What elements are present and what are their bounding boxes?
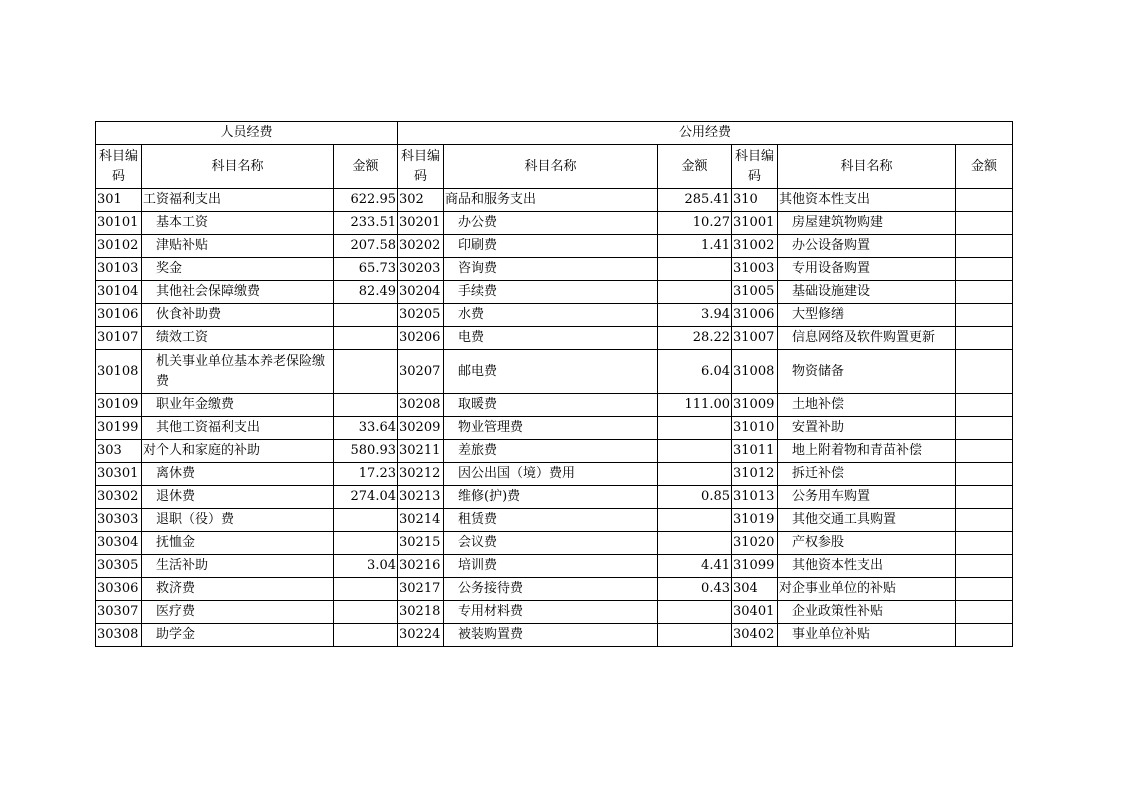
amount-cell: 4.41 xyxy=(658,555,732,578)
name-cell: 电费 xyxy=(444,327,658,350)
amount-cell: 207.58 xyxy=(334,235,398,258)
amount-cell: 622.95 xyxy=(334,189,398,212)
code-cell: 30204 xyxy=(398,281,444,304)
code-cell: 31008 xyxy=(732,350,778,394)
amount-cell xyxy=(956,532,1013,555)
amount-cell xyxy=(956,235,1013,258)
amount-cell xyxy=(658,281,732,304)
name-cell: 事业单位补贴 xyxy=(778,624,956,647)
amount-cell xyxy=(658,601,732,624)
code-cell: 30307 xyxy=(96,601,142,624)
code-cell: 31009 xyxy=(732,394,778,417)
code-cell: 30224 xyxy=(398,624,444,647)
name-cell: 对个人和家庭的补助 xyxy=(142,440,334,463)
table-row xyxy=(96,212,1013,235)
column-header-name: 科目名称 xyxy=(778,145,956,189)
amount-cell: 33.64 xyxy=(334,417,398,440)
amount-cell xyxy=(956,555,1013,578)
code-cell: 30401 xyxy=(732,601,778,624)
amount-cell xyxy=(334,394,398,417)
name-cell: 医疗费 xyxy=(142,601,334,624)
amount-cell: 6.04 xyxy=(658,350,732,394)
code-cell: 30214 xyxy=(398,509,444,532)
name-cell: 伙食补助费 xyxy=(142,304,334,327)
name-cell: 大型修缮 xyxy=(778,304,956,327)
name-cell: 对企事业单位的补贴 xyxy=(778,578,956,601)
code-cell: 31001 xyxy=(732,212,778,235)
amount-cell: 580.93 xyxy=(334,440,398,463)
name-cell: 被装购置费 xyxy=(444,624,658,647)
column-header-amount: 金额 xyxy=(956,145,1013,189)
code-cell: 30212 xyxy=(398,463,444,486)
amount-cell: 28.22 xyxy=(658,327,732,350)
amount-cell xyxy=(956,304,1013,327)
name-cell: 津贴补贴 xyxy=(142,235,334,258)
amount-cell xyxy=(658,509,732,532)
code-cell: 30206 xyxy=(398,327,444,350)
table-row xyxy=(96,304,1013,327)
table-row xyxy=(96,394,1013,417)
name-cell: 地上附着物和青苗补偿 xyxy=(778,440,956,463)
code-cell: 30216 xyxy=(398,555,444,578)
name-cell: 退休费 xyxy=(142,486,334,509)
table-row xyxy=(96,486,1013,509)
amount-cell xyxy=(334,304,398,327)
name-cell: 生活补助 xyxy=(142,555,334,578)
code-cell: 30201 xyxy=(398,212,444,235)
amount-cell xyxy=(658,440,732,463)
amount-cell xyxy=(956,578,1013,601)
amount-cell: 0.43 xyxy=(658,578,732,601)
table-row xyxy=(96,532,1013,555)
column-header-code: 科目编码 xyxy=(96,145,142,189)
code-cell: 31006 xyxy=(732,304,778,327)
amount-cell: 3.94 xyxy=(658,304,732,327)
name-cell: 产权参股 xyxy=(778,532,956,555)
name-cell: 其他资本性支出 xyxy=(778,189,956,212)
amount-cell xyxy=(658,624,732,647)
name-cell: 基本工资 xyxy=(142,212,334,235)
amount-cell: 10.27 xyxy=(658,212,732,235)
table-row xyxy=(96,189,1013,212)
code-cell: 30308 xyxy=(96,624,142,647)
amount-cell xyxy=(956,258,1013,281)
column-header-amount: 金额 xyxy=(658,145,732,189)
amount-cell xyxy=(956,486,1013,509)
name-cell: 公务接待费 xyxy=(444,578,658,601)
name-cell: 退职（役）费 xyxy=(142,509,334,532)
code-cell: 30205 xyxy=(398,304,444,327)
amount-cell xyxy=(334,601,398,624)
name-cell: 绩效工资 xyxy=(142,327,334,350)
name-cell: 维修(护)费 xyxy=(444,486,658,509)
code-cell: 304 xyxy=(732,578,778,601)
code-cell: 30107 xyxy=(96,327,142,350)
budget-table xyxy=(95,121,1013,647)
name-cell: 物业管理费 xyxy=(444,417,658,440)
name-cell: 其他资本性支出 xyxy=(778,555,956,578)
amount-cell xyxy=(956,601,1013,624)
name-cell: 邮电费 xyxy=(444,350,658,394)
name-cell: 专用设备购置 xyxy=(778,258,956,281)
name-cell: 助学金 xyxy=(142,624,334,647)
name-cell: 土地补偿 xyxy=(778,394,956,417)
table-row xyxy=(96,624,1013,647)
code-cell: 30203 xyxy=(398,258,444,281)
column-header-name: 科目名称 xyxy=(444,145,658,189)
name-cell: 商品和服务支出 xyxy=(444,189,658,212)
amount-cell xyxy=(334,578,398,601)
code-cell: 30207 xyxy=(398,350,444,394)
name-cell: 物资储备 xyxy=(778,350,956,394)
amount-cell: 82.49 xyxy=(334,281,398,304)
name-cell: 水费 xyxy=(444,304,658,327)
code-cell: 30211 xyxy=(398,440,444,463)
code-cell: 30215 xyxy=(398,532,444,555)
code-cell: 31099 xyxy=(732,555,778,578)
amount-cell xyxy=(334,532,398,555)
table-row xyxy=(96,463,1013,486)
code-cell: 30202 xyxy=(398,235,444,258)
table-row xyxy=(96,440,1013,463)
amount-cell xyxy=(956,463,1013,486)
table-row xyxy=(96,417,1013,440)
code-cell: 30301 xyxy=(96,463,142,486)
code-cell: 31020 xyxy=(732,532,778,555)
amount-cell xyxy=(956,624,1013,647)
amount-cell: 285.41 xyxy=(658,189,732,212)
code-cell: 30101 xyxy=(96,212,142,235)
column-header-row xyxy=(96,145,1013,189)
code-cell: 301 xyxy=(96,189,142,212)
amount-cell xyxy=(334,509,398,532)
name-cell: 职业年金缴费 xyxy=(142,394,334,417)
name-cell: 差旅费 xyxy=(444,440,658,463)
name-cell: 救济费 xyxy=(142,578,334,601)
amount-cell: 1.41 xyxy=(658,235,732,258)
amount-cell xyxy=(658,463,732,486)
amount-cell xyxy=(956,417,1013,440)
name-cell: 因公出国（境）费用 xyxy=(444,463,658,486)
code-cell: 31007 xyxy=(732,327,778,350)
table-row xyxy=(96,555,1013,578)
name-cell: 其他交通工具购置 xyxy=(778,509,956,532)
name-cell: 离休费 xyxy=(142,463,334,486)
amount-cell xyxy=(658,258,732,281)
amount-cell xyxy=(956,440,1013,463)
code-cell: 30213 xyxy=(398,486,444,509)
name-cell: 奖金 xyxy=(142,258,334,281)
column-header-code: 科目编码 xyxy=(398,145,444,189)
amount-cell: 233.51 xyxy=(334,212,398,235)
code-cell: 31011 xyxy=(732,440,778,463)
name-cell: 印刷费 xyxy=(444,235,658,258)
amount-cell: 0.85 xyxy=(658,486,732,509)
code-cell: 30208 xyxy=(398,394,444,417)
code-cell: 30103 xyxy=(96,258,142,281)
name-cell: 机关事业单位基本养老保险缴费 xyxy=(142,350,334,394)
amount-cell xyxy=(956,394,1013,417)
code-cell: 30199 xyxy=(96,417,142,440)
table-row xyxy=(96,578,1013,601)
code-cell: 310 xyxy=(732,189,778,212)
name-cell: 公务用车购置 xyxy=(778,486,956,509)
name-cell: 房屋建筑物购建 xyxy=(778,212,956,235)
name-cell: 安置补助 xyxy=(778,417,956,440)
table-row xyxy=(96,327,1013,350)
amount-cell: 3.04 xyxy=(334,555,398,578)
name-cell: 会议费 xyxy=(444,532,658,555)
name-cell: 信息网络及软件购置更新 xyxy=(778,327,956,350)
name-cell: 手续费 xyxy=(444,281,658,304)
name-cell: 企业政策性补贴 xyxy=(778,601,956,624)
amount-cell xyxy=(658,532,732,555)
name-cell: 租赁费 xyxy=(444,509,658,532)
amount-cell: 65.73 xyxy=(334,258,398,281)
group-header-row xyxy=(96,122,1013,145)
code-cell: 31003 xyxy=(732,258,778,281)
code-cell: 30302 xyxy=(96,486,142,509)
amount-cell xyxy=(334,350,398,394)
code-cell: 31005 xyxy=(732,281,778,304)
code-cell: 31013 xyxy=(732,486,778,509)
code-cell: 30402 xyxy=(732,624,778,647)
amount-cell xyxy=(956,281,1013,304)
table-row xyxy=(96,258,1013,281)
personnel-header: 人员经费 xyxy=(96,122,398,145)
code-cell: 30109 xyxy=(96,394,142,417)
code-cell: 30217 xyxy=(398,578,444,601)
name-cell: 培训费 xyxy=(444,555,658,578)
code-cell: 30102 xyxy=(96,235,142,258)
amount-cell xyxy=(334,624,398,647)
code-cell: 31010 xyxy=(732,417,778,440)
amount-cell xyxy=(956,509,1013,532)
name-cell: 其他工资福利支出 xyxy=(142,417,334,440)
amount-cell xyxy=(658,417,732,440)
table-row xyxy=(96,601,1013,624)
code-cell: 31002 xyxy=(732,235,778,258)
amount-cell xyxy=(334,327,398,350)
name-cell: 取暖费 xyxy=(444,394,658,417)
name-cell: 抚恤金 xyxy=(142,532,334,555)
code-cell: 31012 xyxy=(732,463,778,486)
code-cell: 30106 xyxy=(96,304,142,327)
code-cell: 30104 xyxy=(96,281,142,304)
amount-cell xyxy=(956,212,1013,235)
amount-cell xyxy=(956,350,1013,394)
name-cell: 办公费 xyxy=(444,212,658,235)
name-cell: 办公设备购置 xyxy=(778,235,956,258)
column-header-amount: 金额 xyxy=(334,145,398,189)
name-cell: 工资福利支出 xyxy=(142,189,334,212)
table-row xyxy=(96,235,1013,258)
amount-cell: 17.23 xyxy=(334,463,398,486)
amount-cell xyxy=(956,189,1013,212)
table-row xyxy=(96,350,1013,394)
code-cell: 30304 xyxy=(96,532,142,555)
code-cell: 30306 xyxy=(96,578,142,601)
code-cell: 303 xyxy=(96,440,142,463)
table-row xyxy=(96,281,1013,304)
code-cell: 30209 xyxy=(398,417,444,440)
name-cell: 基础设施建设 xyxy=(778,281,956,304)
amount-cell: 274.04 xyxy=(334,486,398,509)
column-header-name: 科目名称 xyxy=(142,145,334,189)
name-cell: 专用材料费 xyxy=(444,601,658,624)
column-header-code: 科目编码 xyxy=(732,145,778,189)
name-cell: 咨询费 xyxy=(444,258,658,281)
code-cell: 302 xyxy=(398,189,444,212)
code-cell: 30108 xyxy=(96,350,142,394)
code-cell: 30305 xyxy=(96,555,142,578)
amount-cell: 111.00 xyxy=(658,394,732,417)
public-header: 公用经费 xyxy=(398,122,1013,145)
code-cell: 30218 xyxy=(398,601,444,624)
table-row xyxy=(96,509,1013,532)
code-cell: 30303 xyxy=(96,509,142,532)
amount-cell xyxy=(956,327,1013,350)
name-cell: 其他社会保障缴费 xyxy=(142,281,334,304)
name-cell: 拆迁补偿 xyxy=(778,463,956,486)
code-cell: 31019 xyxy=(732,509,778,532)
